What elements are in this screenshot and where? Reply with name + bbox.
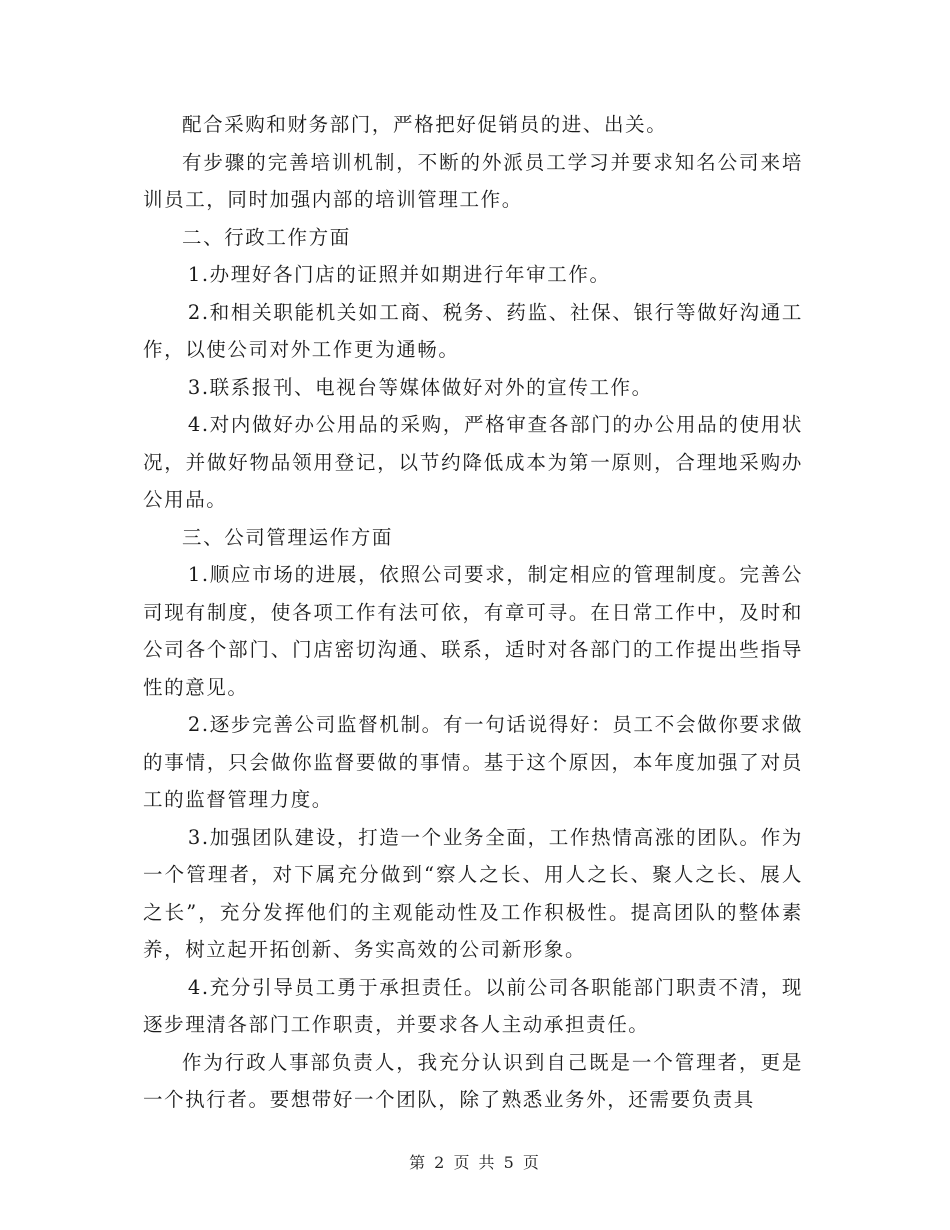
- management-item-2: 2.逐步完善公司监督机制。有一句话说得好：员工不会做你要求做的事情，只会做你监督要做的事情。基于这个原因，本年度加强了对员工的监督管理力度。: [143, 713, 803, 811]
- admin-item-3: 3.联系报刊、电视台等媒体做好对外的宣传工作。: [187, 375, 653, 399]
- paragraph-2: 有步骤的完善培训机制，不断的外派员工学习并要求知名公司来培训员工，同时加强内部的培训管理工作。: [143, 150, 803, 211]
- admin-item-2: 2.和相关职能机关如工商、税务、药监、社保、银行等做好沟通工作，以使公司对外工作更为通畅。: [143, 300, 803, 361]
- page-footer: [0, 1150, 950, 1173]
- section-heading-admin: 二、行政工作方面: [182, 225, 351, 249]
- closing-paragraph: 作为行政人事部负责人，我充分认识到自己既是一个管理者，更是一个执行者。要想带好一个团队，除了熟悉业务外，还需要负责具: [143, 1050, 803, 1111]
- admin-item-4: 4.对内做好办公用品的采购，严格审查各部门的办公用品的使用状况，并做好物品领用登记，以节约降低成本为第一原则，合理地采购办公用品。: [143, 413, 803, 511]
- section-heading-management: 三、公司管理运作方面: [182, 525, 394, 549]
- management-item-1: 1.顺应市场的进展，依照公司要求，制定相应的管理制度。完善公司现有制度，使各项工作有法可依，有章可寻。在日常工作中，及时和公司各个部门、门店密切沟通、联系，适时对各部门的工作提出些指导性的意见。: [143, 563, 803, 699]
- document-body: [143, 106, 803, 1119]
- paragraph-1: 配合采购和财务部门，严格把好促销员的进、出关。: [182, 113, 668, 136]
- management-item-3: 3.加强团队建设，打造一个业务全面，工作热情高涨的团队。作为一个管理者，对下属充分做到“察人之长、用人之长、聚人之长、展人之长”，充分发挥他们的主观能动性及工作积极性。提高团队的整体素养，树立起开拓创新、务实高效的公司新形象。: [143, 825, 803, 961]
- page-number-label: 第 2 页 共 5 页: [409, 1153, 541, 1172]
- management-item-4: 4.充分引导员工勇于承担责任。以前公司各职能部门职责不清，现逐步理清各部门工作职责，并要求各人主动承担责任。: [143, 975, 803, 1036]
- admin-item-1: 1.办理好各门店的证照并如期进行年审工作。: [187, 263, 611, 286]
